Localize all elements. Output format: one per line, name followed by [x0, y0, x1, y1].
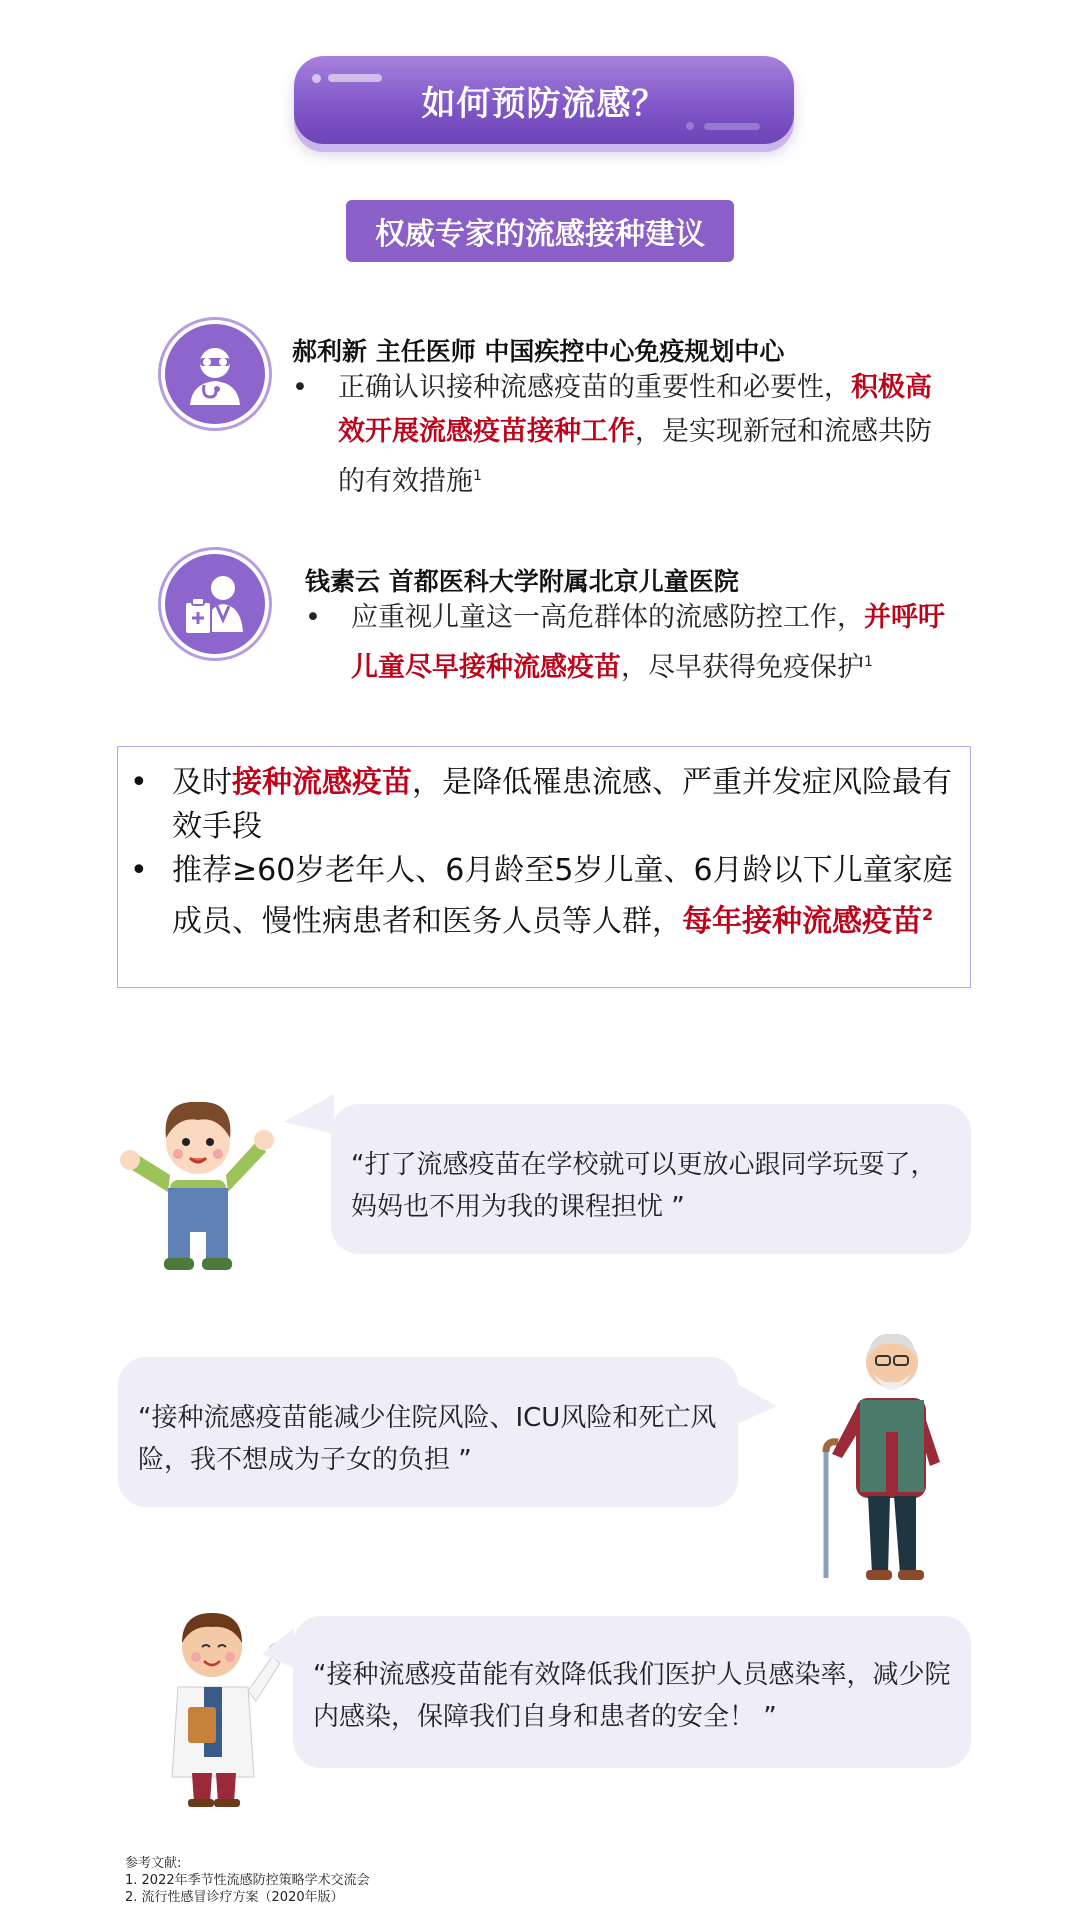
child-illustration [118, 1080, 278, 1280]
elderly-quote-bubble [118, 1357, 738, 1507]
footnote-marker: 2 [922, 905, 934, 924]
decoration-bar [704, 123, 760, 130]
key-point-1 [130, 761, 960, 849]
speech-bubble-tail [737, 1380, 777, 1430]
expert-advice [305, 596, 955, 690]
doctor-stethoscope-icon [161, 320, 269, 428]
references [125, 1855, 370, 1906]
child-quote-bubble [331, 1104, 971, 1254]
doctor-quote-bubble [293, 1616, 971, 1768]
expert-name: 钱素云 首都医科大学附属北京儿童医院 [305, 567, 739, 596]
decoration-dot [312, 74, 321, 83]
point-highlight: 每年接种流感疫苗 [682, 904, 922, 939]
advice-highlight: 积极高效开展流感疫苗接种工作 [338, 372, 932, 447]
section-subtitle-banner [346, 200, 734, 262]
point-text: 推荐≥60岁老年人、6月龄至5岁儿童、6月龄以下儿童家庭成员、慢性病患者和医务人员等人群， [172, 853, 953, 939]
bullet-icon: • [130, 765, 148, 800]
bullet-icon: • [292, 372, 308, 403]
advice-text: 正确认识接种流感疫苗的重要性和必要性， [338, 372, 851, 403]
point-text: 及时 [172, 765, 232, 800]
references-heading: 参考文献: [125, 1856, 182, 1871]
point-highlight: 接种流感疫苗 [232, 765, 412, 800]
decoration-dot [686, 122, 694, 130]
footnote-marker: 1 [473, 468, 482, 484]
advice-text: ，尽早获得免疫保护 [621, 652, 864, 683]
quote-text: “接种流感疫苗能有效降低我们医护人员感染率，减少院内感染，保障我们自身和患者的安全！ ” [313, 1660, 951, 1732]
advice-highlight: 并呼吁儿童尽早接种流感疫苗 [351, 602, 945, 683]
elderly-man-illustration [812, 1312, 972, 1582]
section-subtitle: 权威专家的流感接种建议 [375, 217, 705, 252]
speech-bubble-tail [262, 1624, 294, 1674]
footnote-marker: 1 [864, 654, 873, 670]
key-points-box [117, 746, 971, 988]
page-title: 如何预防流感？ [421, 83, 667, 124]
point-text: ，是降低罹患流感、严重并发症风险最有效手段 [172, 765, 952, 844]
bullet-icon: • [305, 602, 321, 633]
bullet-icon: • [130, 853, 148, 888]
decoration-bar [328, 74, 382, 82]
quote-text: “打了流感疫苗在学校就可以更放心跟同学玩耍了，妈妈也不用为我的课程担忧 ” [351, 1150, 937, 1222]
advice-text: 应重视儿童这一高危群体的流感防控工作， [351, 602, 864, 633]
reference-item: 2. 流行性感冒诊疗方案（2020年版） [125, 1890, 344, 1905]
expert-name: 郝利新 主任医师 中国疾控中心免疫规划中心 [292, 337, 785, 366]
advice-text: ，是实现新冠和流感共防的有效措施 [338, 416, 932, 497]
reference-item: 1. 2022年季节性流感防控策略学术交流会 [125, 1873, 370, 1888]
key-point-2 [130, 849, 960, 944]
expert-advice [292, 366, 942, 504]
speech-bubble-tail [284, 1090, 334, 1140]
page-title-banner [294, 56, 794, 144]
quote-text: “接种流感疫苗能减少住院风险、ICU风险和死亡风险，我不想成为子女的负担 ” [138, 1403, 717, 1475]
doctor-clipboard-icon [161, 550, 269, 658]
